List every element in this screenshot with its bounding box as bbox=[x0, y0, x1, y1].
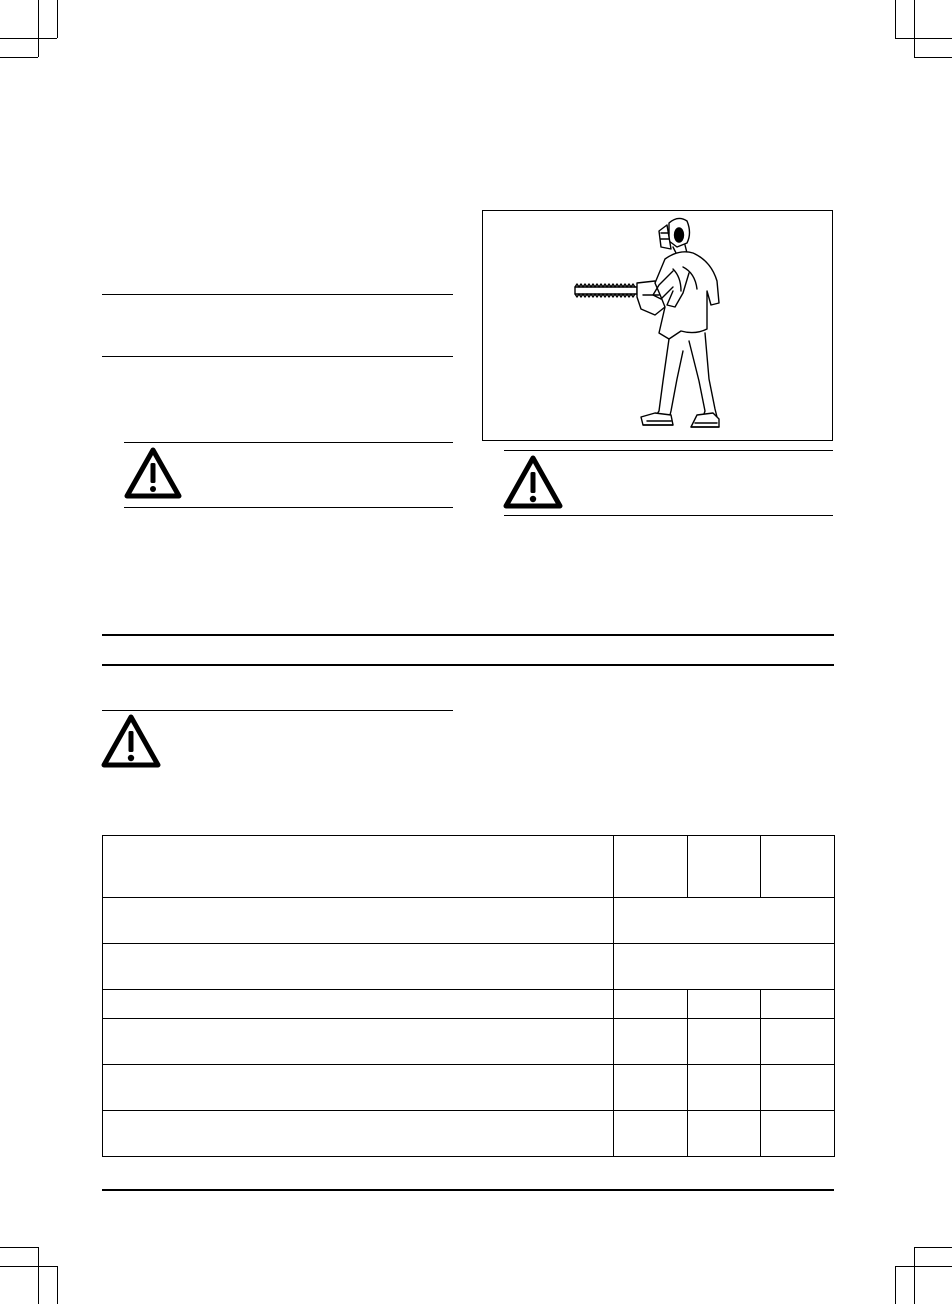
table-cell bbox=[688, 836, 761, 898]
table-cell bbox=[103, 836, 614, 898]
table-row bbox=[103, 1111, 835, 1157]
operator-figure-frame bbox=[482, 210, 833, 441]
crop-mark-top-left-h bbox=[0, 38, 57, 39]
table-header-row bbox=[103, 836, 835, 898]
table-row bbox=[103, 944, 835, 990]
crop-mark-top-right-v bbox=[914, 0, 915, 57]
table-cell bbox=[761, 836, 835, 898]
crop-mark-bottom-right-h2 bbox=[914, 1247, 952, 1248]
table-cell bbox=[614, 1065, 688, 1111]
table-cell bbox=[103, 898, 614, 944]
right-warning-rule-top bbox=[504, 450, 833, 451]
crop-mark-bottom-left-h2 bbox=[0, 1247, 38, 1248]
crop-mark-bottom-right-v bbox=[914, 1247, 915, 1304]
specification-table bbox=[102, 835, 835, 1157]
crop-mark-bottom-right-v2 bbox=[895, 1266, 896, 1304]
warning-triangle-icon bbox=[101, 714, 161, 768]
table-cell bbox=[688, 990, 761, 1019]
table-cell bbox=[614, 898, 835, 944]
table-cell bbox=[761, 1019, 835, 1065]
table-cell bbox=[688, 1019, 761, 1065]
table-cell bbox=[103, 1065, 614, 1111]
operator-with-hedge-trimmer-illustration bbox=[483, 211, 832, 440]
table-cell bbox=[761, 1111, 835, 1157]
crop-mark-top-left-v2 bbox=[57, 0, 58, 38]
table-cell bbox=[761, 990, 835, 1019]
table-row bbox=[103, 898, 835, 944]
warning-triangle-icon bbox=[503, 455, 563, 509]
table-cell bbox=[688, 1111, 761, 1157]
table-row bbox=[103, 1065, 835, 1111]
section-rule-heading bbox=[102, 664, 834, 666]
table-cell bbox=[103, 944, 614, 990]
table-cell bbox=[614, 836, 688, 898]
table-cell bbox=[103, 990, 614, 1019]
crop-mark-bottom-left-v2 bbox=[57, 1266, 58, 1304]
crop-mark-top-left-h2 bbox=[0, 57, 38, 58]
crop-mark-bottom-left-h bbox=[0, 1266, 57, 1267]
table-cell bbox=[103, 1019, 614, 1065]
crop-mark-bottom-left-v bbox=[38, 1247, 39, 1304]
table-row bbox=[103, 990, 835, 1019]
table-cell bbox=[688, 1065, 761, 1111]
footer-rule bbox=[102, 1189, 834, 1191]
lower-warning-rule-top bbox=[102, 710, 453, 711]
table-cell bbox=[761, 1065, 835, 1111]
warning-triangle-icon bbox=[124, 447, 182, 499]
table-cell bbox=[103, 1111, 614, 1157]
table-cell bbox=[614, 944, 835, 990]
section-rule-top bbox=[102, 634, 834, 636]
crop-mark-top-right-h2 bbox=[914, 57, 952, 58]
left-section-rule-1 bbox=[102, 294, 453, 295]
right-warning-rule-bottom bbox=[504, 515, 833, 516]
left-warning-rule-top bbox=[124, 442, 453, 443]
crop-mark-top-right-v2 bbox=[895, 0, 896, 38]
table-cell bbox=[614, 990, 688, 1019]
table-cell bbox=[614, 1111, 688, 1157]
crop-mark-top-right-h bbox=[895, 38, 952, 39]
left-section-rule-2 bbox=[102, 356, 453, 357]
crop-mark-top-left-v bbox=[38, 0, 39, 57]
crop-mark-bottom-right-h bbox=[895, 1266, 952, 1267]
table-cell bbox=[614, 1019, 688, 1065]
table-row bbox=[103, 1019, 835, 1065]
left-warning-rule-bottom bbox=[124, 507, 453, 508]
